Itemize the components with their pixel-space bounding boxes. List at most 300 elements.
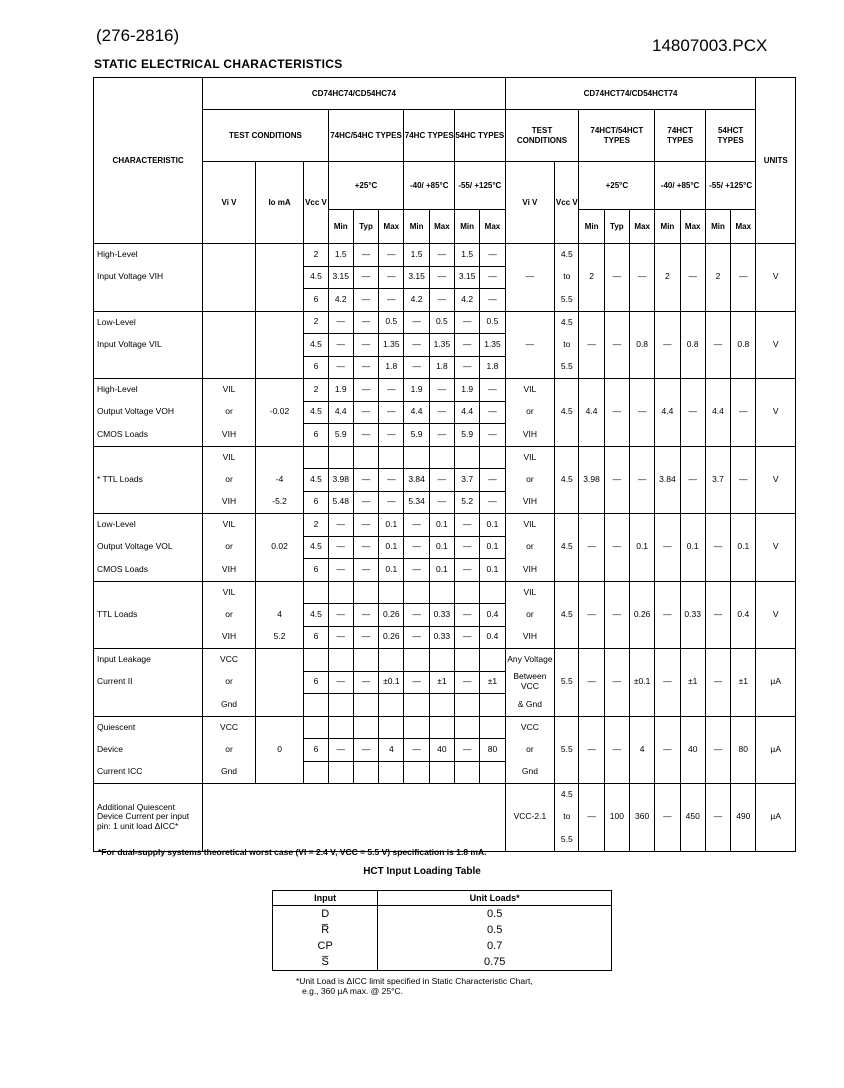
hc-types-74: 74HC TYPES [404, 110, 455, 162]
hct-value-cell [705, 424, 730, 447]
hc-types-74-54: 74HC/54HC TYPES [328, 110, 404, 162]
hc-value-cell [328, 716, 353, 739]
io-cell [255, 761, 304, 784]
hct-value-cell [604, 581, 629, 604]
hc-value-cell [379, 649, 404, 672]
hc-value-cell: — [353, 559, 378, 582]
hc-value-cell [480, 694, 505, 717]
hct-value-cell [579, 311, 604, 334]
hct-value-cell [630, 244, 655, 267]
table-row [94, 401, 796, 424]
unit-cell [756, 424, 796, 447]
hct-value-cell: — [680, 266, 705, 289]
hct-value-cell [579, 761, 604, 784]
hc-value-cell: 5.48 [328, 491, 353, 514]
hc-value-cell: — [480, 469, 505, 492]
hc-value-cell: — [455, 739, 480, 762]
vi-cell [203, 289, 256, 312]
table-row [94, 379, 796, 402]
hct-value-cell [680, 761, 705, 784]
vi-cell: VIH [203, 559, 256, 582]
hct-value-cell [630, 649, 655, 672]
additional-value-cell: — [579, 784, 604, 852]
hct-value-cell [579, 514, 604, 537]
hct-vcc-cell: 4.5 [555, 604, 579, 627]
table-row [94, 244, 796, 267]
hct-value-cell [731, 491, 756, 514]
hc-value-cell: — [455, 559, 480, 582]
loading-input-cell: S̅ [273, 954, 378, 971]
hc-value-cell: — [328, 536, 353, 559]
hct-value-cell: 3.84 [655, 469, 680, 492]
vcc-cell [304, 716, 328, 739]
vi-cell: VCC [203, 649, 256, 672]
hct-value-cell [579, 694, 604, 717]
hc-col-typ-1: Typ [353, 210, 378, 244]
hct-vi-cell: or [505, 401, 555, 424]
vcc-cell: 4.5 [304, 401, 328, 424]
hct-value-cell [655, 649, 680, 672]
hct-value-cell: 0.4 [731, 604, 756, 627]
hc-value-cell [404, 581, 429, 604]
hc-value-cell: 1.35 [480, 334, 505, 357]
hct-value-cell: ±1 [731, 671, 756, 694]
hct-value-cell [655, 424, 680, 447]
hc-value-cell [353, 581, 378, 604]
hct-vi-cell: VIL [505, 379, 555, 402]
hct-vi-cell: or [505, 469, 555, 492]
hct-test-conditions: TEST CONDITIONS [505, 110, 579, 162]
hct-temp-25: +25°C [579, 162, 655, 210]
vcc-cell: 2 [304, 311, 328, 334]
vcc-cell: 6 [304, 491, 328, 514]
vi-cell: VCC [203, 716, 256, 739]
hct-value-cell: ±0.1 [630, 671, 655, 694]
hct-value-cell [680, 694, 705, 717]
hc-value-cell: — [353, 244, 378, 267]
unit-cell [756, 694, 796, 717]
io-cell: -4 [255, 469, 304, 492]
hct-value-cell [630, 581, 655, 604]
hc-value-cell: — [328, 334, 353, 357]
hct-vi-cell: Gnd [505, 761, 555, 784]
loading-loads-cell: 0.5 [378, 922, 612, 938]
hct-vcc-cell [555, 491, 579, 514]
hct-vcc-cell [555, 761, 579, 784]
table-row [94, 604, 796, 627]
hc-col-max-6: Max [480, 210, 505, 244]
table-row [94, 581, 796, 604]
hc-value-cell: — [480, 401, 505, 424]
io-cell [255, 289, 304, 312]
unit-cell [756, 626, 796, 649]
hc-value-cell: — [353, 356, 378, 379]
characteristic-cell [94, 446, 203, 469]
hc-value-cell: — [455, 356, 480, 379]
hct-value-cell [731, 626, 756, 649]
hct-value-cell: — [579, 671, 604, 694]
hc-value-cell [429, 694, 454, 717]
unit-cell [756, 581, 796, 604]
vcc-cell [304, 649, 328, 672]
io-cell [255, 446, 304, 469]
static-characteristics-table [93, 77, 796, 852]
hc-value-cell: 0.1 [480, 559, 505, 582]
hc-value-cell: — [379, 379, 404, 402]
hc-value-cell: — [429, 424, 454, 447]
hct-value-cell: — [604, 604, 629, 627]
hct-value-cell [579, 491, 604, 514]
hc-value-cell: — [404, 536, 429, 559]
hc-value-cell [480, 761, 505, 784]
hct-value-cell [630, 761, 655, 784]
hct-value-cell [705, 491, 730, 514]
footnote: *For dual-supply systems theoretical worst case (VI = 2.4 V, VCC = 5.5 V) specification is 1.8 mA. [98, 847, 487, 857]
vcc-cell: 2 [304, 379, 328, 402]
hct-value-cell [630, 289, 655, 312]
hct-value-cell [604, 694, 629, 717]
vi-cell: or [203, 401, 256, 424]
unit-cell: V [756, 536, 796, 559]
unit-cell: V [756, 334, 796, 357]
hc-value-cell [379, 581, 404, 604]
loading-note-line-1: *Unit Load is ΔICC limit specified in Static Characteristic Chart, [296, 976, 533, 986]
hct-value-cell [680, 424, 705, 447]
hc-value-cell: ±1 [480, 671, 505, 694]
hc-value-cell: — [455, 604, 480, 627]
hct-value-cell: 4 [630, 739, 655, 762]
hct-value-cell [680, 356, 705, 379]
io-cell [255, 514, 304, 537]
hc-value-cell: — [480, 289, 505, 312]
hc-value-cell [455, 581, 480, 604]
additional-hc-blank [203, 784, 505, 852]
vi-cell: VIL [203, 379, 256, 402]
hct-value-cell [655, 716, 680, 739]
hct-value-cell [705, 581, 730, 604]
hc-value-cell: — [328, 604, 353, 627]
vi-cell [203, 356, 256, 379]
io-cell [255, 716, 304, 739]
characteristic-cell: High-Level [94, 379, 203, 402]
hc-value-cell: 5.34 [404, 491, 429, 514]
vi-cell: or [203, 536, 256, 559]
hct-vi-cell [505, 244, 555, 267]
vi-cell: or [203, 671, 256, 694]
hct-value-cell [655, 356, 680, 379]
hct-value-cell [604, 356, 629, 379]
hct-value-cell: — [604, 469, 629, 492]
hc-value-cell: 0.1 [379, 536, 404, 559]
characteristic-cell: TTL Loads [94, 604, 203, 627]
hct-vi-cell [505, 356, 555, 379]
hc-value-cell: — [455, 626, 480, 649]
hct-value-cell [680, 716, 705, 739]
hc-value-cell: — [404, 559, 429, 582]
hc-value-cell: — [455, 536, 480, 559]
hct-value-cell [604, 446, 629, 469]
hct-vi-cell: & Gnd [505, 694, 555, 717]
hc-value-cell: 5.9 [455, 424, 480, 447]
hct-value-cell [630, 694, 655, 717]
hct-vi-cell: Any Voltage [505, 649, 555, 672]
page-title: STATIC ELECTRICAL CHARACTERISTICS [94, 57, 343, 71]
hc-value-cell: 0.26 [379, 604, 404, 627]
vcc-cell: 4.5 [304, 604, 328, 627]
io-cell: -0.02 [255, 401, 304, 424]
table-row [94, 266, 796, 289]
hc-value-cell: 0.5 [429, 311, 454, 334]
hc-value-cell: — [353, 671, 378, 694]
hc-test-conditions: TEST CONDITIONS [203, 110, 328, 162]
characteristic-cell: Current II [94, 671, 203, 694]
hc-value-cell: 3.98 [328, 469, 353, 492]
hc-value-cell: 0.1 [429, 536, 454, 559]
hct-value-cell: 2 [579, 266, 604, 289]
loading-row [273, 938, 612, 954]
characteristic-cell: Low-Level [94, 514, 203, 537]
vcc-cell: 6 [304, 671, 328, 694]
hc-value-cell: — [404, 356, 429, 379]
hct-value-cell [604, 311, 629, 334]
hct-value-cell: 0.1 [680, 536, 705, 559]
hct-vcc-cell: 4.5 [555, 469, 579, 492]
hc-value-cell: 0.1 [480, 536, 505, 559]
hct-vcc-cell: 4.5 [555, 311, 579, 334]
unit-cell: µA [756, 739, 796, 762]
hc-value-cell: 4 [379, 739, 404, 762]
hct-types-74: 74HCT TYPES [655, 110, 706, 162]
hct-value-cell: — [705, 671, 730, 694]
hct-value-cell [731, 559, 756, 582]
hc-value-cell [429, 581, 454, 604]
hc-value-cell: ±1 [429, 671, 454, 694]
hct-value-cell: — [731, 266, 756, 289]
additional-value-cell: 100 [604, 784, 629, 852]
characteristic-cell: Output Voltage VOH [94, 401, 203, 424]
hct-vcc-cell: to [555, 266, 579, 289]
vi-cell [203, 244, 256, 267]
vcc-cell: 2 [304, 514, 328, 537]
table-row [94, 626, 796, 649]
hc-value-cell: 5.2 [455, 491, 480, 514]
hct-value-cell [680, 379, 705, 402]
hct-vi-cell: VIH [505, 559, 555, 582]
hc-value-cell: 3.15 [328, 266, 353, 289]
hct-value-cell [731, 379, 756, 402]
loading-header-loads: Unit Loads* [378, 891, 612, 906]
hct-value-cell [604, 559, 629, 582]
hct-value-cell [630, 424, 655, 447]
hct-value-cell: 4.4 [655, 401, 680, 424]
hct-vi-cell: — [505, 334, 555, 357]
hct-vcc-cell [555, 716, 579, 739]
hct-value-cell: — [579, 536, 604, 559]
hc-value-cell [353, 761, 378, 784]
hc-value-cell: 1.5 [455, 244, 480, 267]
loading-loads-cell: 0.7 [378, 938, 612, 954]
loading-loads-cell: 0.5 [378, 906, 612, 923]
hct-value-cell: — [705, 334, 730, 357]
loading-input-cell: D [273, 906, 378, 923]
hc-value-cell: — [404, 739, 429, 762]
hct-value-cell [579, 446, 604, 469]
unit-cell [756, 244, 796, 267]
unit-cell [756, 514, 796, 537]
hc-value-cell: — [429, 469, 454, 492]
hct-value-cell [604, 649, 629, 672]
hct-value-cell [680, 559, 705, 582]
hct-value-cell [731, 244, 756, 267]
vi-cell [203, 311, 256, 334]
hct-vcc-cell: to [555, 334, 579, 357]
hc-value-cell [328, 761, 353, 784]
hct-value-cell: 0.8 [731, 334, 756, 357]
hct-temp-125: -55/ +125°C [705, 162, 756, 210]
loading-input-cell: R̅ [273, 922, 378, 938]
hct-value-cell [680, 311, 705, 334]
hct-vcc-header: Vcc V [555, 162, 579, 244]
hc-vcc-header: Vcc V [304, 162, 328, 244]
hc-value-cell: 4.4 [455, 401, 480, 424]
unit-cell [756, 716, 796, 739]
io-cell [255, 581, 304, 604]
io-cell [255, 694, 304, 717]
hc-value-cell [455, 761, 480, 784]
hct-value-cell [731, 694, 756, 717]
characteristic-cell: * TTL Loads [94, 469, 203, 492]
characteristic-cell: Output Voltage VOL [94, 536, 203, 559]
hct-vcc-cell [555, 649, 579, 672]
hct-vi-cell: VIH [505, 626, 555, 649]
unit-cell [756, 491, 796, 514]
hc-value-cell [455, 694, 480, 717]
vcc-cell: 6 [304, 559, 328, 582]
loading-table [272, 890, 612, 971]
hc-value-cell [480, 716, 505, 739]
io-cell: -5.2 [255, 491, 304, 514]
hc-value-cell: 5.9 [404, 424, 429, 447]
io-cell [255, 244, 304, 267]
table-row [94, 739, 796, 762]
hc-value-cell: — [353, 536, 378, 559]
hct-value-cell [705, 559, 730, 582]
characteristic-cell: Input Leakage [94, 649, 203, 672]
hc-value-cell: 0.4 [480, 604, 505, 627]
vcc-cell: 6 [304, 626, 328, 649]
table-row [94, 671, 796, 694]
hc-value-cell: 3.15 [455, 266, 480, 289]
hct-vi-cell: or [505, 739, 555, 762]
characteristic-cell: Current ICC [94, 761, 203, 784]
loading-loads-cell: 0.75 [378, 954, 612, 971]
hc-value-cell: 4.2 [404, 289, 429, 312]
hct-value-cell: — [705, 604, 730, 627]
hct-value-cell [579, 289, 604, 312]
hc-value-cell: 0.1 [429, 559, 454, 582]
hc-value-cell [328, 694, 353, 717]
hc-value-cell [379, 716, 404, 739]
hct-value-cell [731, 514, 756, 537]
table-row [94, 491, 796, 514]
unit-cell: µA [756, 671, 796, 694]
hc-value-cell: — [455, 334, 480, 357]
hct-value-cell [655, 514, 680, 537]
hct-value-cell [731, 356, 756, 379]
hct-value-cell: — [705, 536, 730, 559]
vcc-cell: 4.5 [304, 469, 328, 492]
hct-vi-cell: VIL [505, 581, 555, 604]
unit-cell: V [756, 604, 796, 627]
io-cell [255, 311, 304, 334]
hc-value-cell: — [353, 379, 378, 402]
hct-value-cell: 3.98 [579, 469, 604, 492]
hct-vcc-cell [555, 581, 579, 604]
hc-value-cell: 0.4 [480, 626, 505, 649]
hc-value-cell: — [480, 266, 505, 289]
additional-value-cell: 450 [680, 784, 705, 852]
hct-value-cell [655, 581, 680, 604]
additional-vcc-cell: to [555, 806, 579, 829]
hct-value-cell: — [655, 671, 680, 694]
characteristic-cell: Quiescent [94, 716, 203, 739]
hct-vcc-cell: 4.5 [555, 244, 579, 267]
loading-row [273, 954, 612, 971]
hc-value-cell [404, 761, 429, 784]
hct-value-cell: 2 [655, 266, 680, 289]
unit-cell [756, 379, 796, 402]
io-cell [255, 559, 304, 582]
additional-vi-cell: VCC-2.1 [505, 784, 555, 852]
hc-col-min-5: Min [455, 210, 480, 244]
hc-value-cell: — [379, 491, 404, 514]
hc-value-cell: — [353, 334, 378, 357]
unit-cell [756, 446, 796, 469]
hct-value-cell [579, 356, 604, 379]
hc-value-cell [404, 649, 429, 672]
vi-cell: Gnd [203, 694, 256, 717]
hc-value-cell: — [328, 514, 353, 537]
hc-value-cell: 40 [429, 739, 454, 762]
additional-vcc-cell: 4.5 [555, 784, 579, 807]
hct-vi-cell: VIH [505, 424, 555, 447]
hc-col-min-0: Min [328, 210, 353, 244]
hct-value-cell [655, 626, 680, 649]
hct-value-cell [731, 289, 756, 312]
table-row [94, 784, 796, 807]
vi-cell: VIL [203, 446, 256, 469]
loading-row [273, 922, 612, 938]
hc-value-cell: 0.1 [480, 514, 505, 537]
hc-col-min-3: Min [404, 210, 429, 244]
hct-value-cell [731, 581, 756, 604]
table-row [94, 469, 796, 492]
hc-value-cell: 3.84 [404, 469, 429, 492]
hc-value-cell: — [328, 739, 353, 762]
hct-value-cell: — [680, 401, 705, 424]
hc-value-cell: — [353, 469, 378, 492]
hct-vcc-cell: 5.5 [555, 671, 579, 694]
hct-value-cell [630, 379, 655, 402]
hct-value-cell [579, 581, 604, 604]
hc-value-cell: 1.8 [429, 356, 454, 379]
hct-value-cell [579, 716, 604, 739]
hct-vi-header: Vi V [505, 162, 555, 244]
hct-value-cell: — [604, 334, 629, 357]
loading-row [273, 906, 612, 923]
hct-value-cell [705, 514, 730, 537]
hct-value-cell [604, 514, 629, 537]
